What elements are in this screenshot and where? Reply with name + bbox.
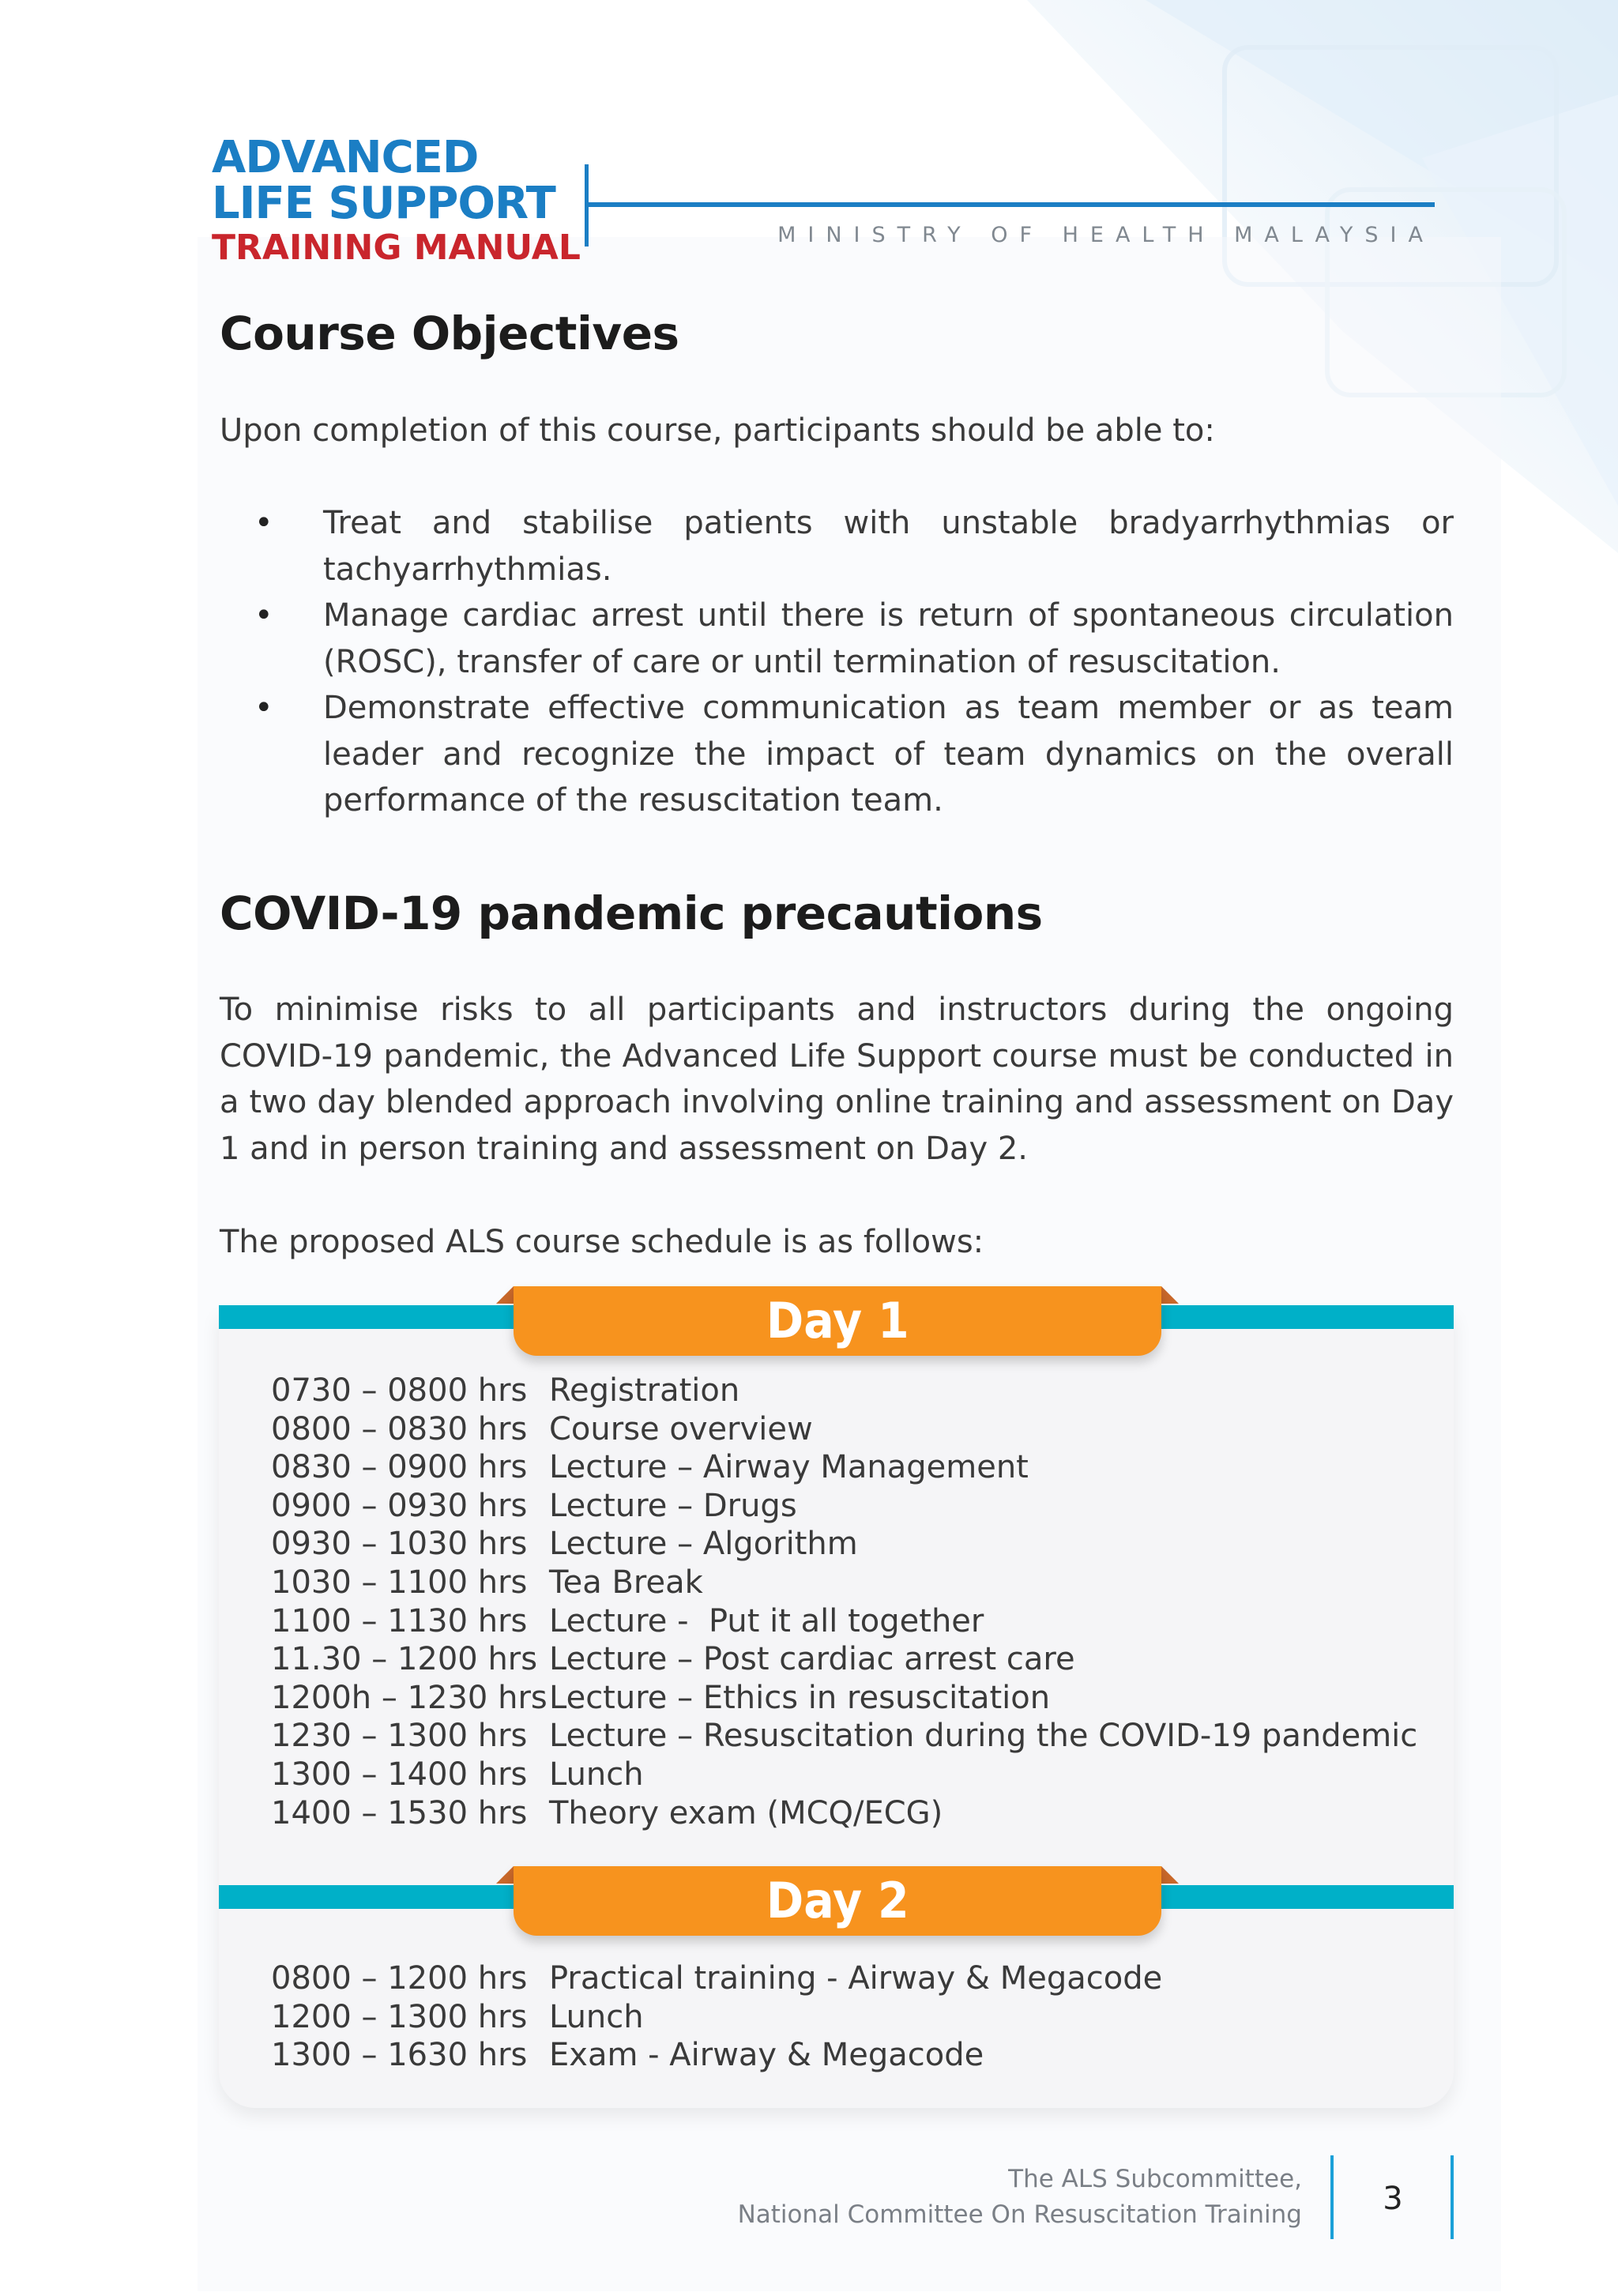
time-cell: 0830 – 0900 hrs bbox=[271, 1449, 528, 1486]
table-row bbox=[271, 1756, 1417, 1794]
bullet-icon: • bbox=[254, 505, 273, 541]
activity-cell: Lunch bbox=[549, 1998, 644, 2035]
activity-cell: Course overview bbox=[549, 1410, 813, 1447]
logo-line-2: LIFE SUPPORT bbox=[212, 178, 555, 229]
activity-cell: Lecture – Airway Management bbox=[549, 1449, 1029, 1486]
als-logo bbox=[212, 132, 581, 268]
activity-cell: Lunch bbox=[549, 1756, 644, 1793]
logo-line-1: ADVANCED bbox=[212, 132, 479, 183]
logo-line-3: TRAINING MANUAL bbox=[212, 228, 581, 268]
objectives-list bbox=[220, 500, 1454, 824]
table-row bbox=[271, 1487, 1417, 1526]
time-cell: 0800 – 0830 hrs bbox=[271, 1410, 528, 1447]
section-heading-objectives: Course Objectives bbox=[220, 307, 679, 360]
footer-divider-right bbox=[1451, 2155, 1454, 2239]
day2-tab-fold-right bbox=[1161, 1866, 1179, 1884]
activity-cell: Practical training - Airway & Megacode bbox=[549, 1960, 1163, 1997]
table-row bbox=[271, 1448, 1417, 1487]
ministry-label: MINISTRY OF HEALTH MALAYSIA bbox=[777, 223, 1435, 247]
day2-tab-fold-left bbox=[496, 1866, 514, 1884]
activity-cell: Lecture – Drugs bbox=[549, 1487, 797, 1524]
table-row bbox=[271, 2036, 1162, 2075]
time-cell: 1200h – 1230 hrs bbox=[271, 1679, 547, 1716]
objective-text: Manage cardiac arrest until there is return of spontaneous circulation (ROSC), transfer of care or until termination of resuscitation. bbox=[323, 597, 1454, 680]
activity-cell: Lecture – Algorithm bbox=[549, 1526, 858, 1563]
bullet-icon: • bbox=[254, 690, 273, 726]
time-cell: 1300 – 1400 hrs bbox=[271, 1756, 528, 1793]
time-cell: 11.30 – 1200 hrs bbox=[271, 1641, 538, 1678]
time-cell: 1200 – 1300 hrs bbox=[271, 1998, 528, 2035]
list-item bbox=[220, 685, 1454, 824]
table-row bbox=[271, 1717, 1417, 1756]
time-cell: 0800 – 1200 hrs bbox=[271, 1960, 528, 1997]
time-cell: 0730 – 0800 hrs bbox=[271, 1372, 528, 1409]
table-row bbox=[271, 1372, 1417, 1410]
day1-label: Day 1 bbox=[766, 1292, 909, 1349]
day1-tab-fold-left bbox=[496, 1286, 514, 1304]
day2-label: Day 2 bbox=[766, 1872, 909, 1929]
time-cell: 1230 – 1300 hrs bbox=[271, 1718, 528, 1755]
table-row bbox=[271, 1640, 1417, 1679]
table-row bbox=[271, 1564, 1417, 1602]
time-cell: 0900 – 0930 hrs bbox=[271, 1487, 528, 1524]
day1-schedule bbox=[271, 1372, 1417, 1832]
activity-cell: Registration bbox=[549, 1372, 740, 1409]
activity-cell: Lecture – Ethics in resuscitation bbox=[549, 1679, 1051, 1716]
time-cell: 1300 – 1630 hrs bbox=[271, 2037, 528, 2074]
day1-tab-fold-right bbox=[1161, 1286, 1179, 1304]
time-cell: 1400 – 1530 hrs bbox=[271, 1794, 528, 1831]
day2-tab bbox=[514, 1866, 1161, 1936]
section-heading-covid: COVID-19 pandemic precautions bbox=[220, 886, 1043, 940]
table-row bbox=[271, 1525, 1417, 1564]
table-row bbox=[271, 1410, 1417, 1449]
day2-schedule bbox=[271, 1959, 1162, 2075]
activity-cell: Exam - Airway & Megacode bbox=[549, 2037, 984, 2074]
objective-text: Demonstrate effective communication as team member or as team leader and recognize the impact of team dynamics on the overall performance of the resuscitation team. bbox=[323, 690, 1454, 819]
table-row bbox=[271, 1959, 1162, 1998]
footer-divider-left bbox=[1330, 2155, 1334, 2239]
list-item bbox=[220, 500, 1454, 593]
time-cell: 1100 – 1130 hrs bbox=[271, 1602, 528, 1639]
table-row bbox=[271, 1998, 1162, 2037]
activity-cell: Theory exam (MCQ/ECG) bbox=[549, 1794, 943, 1831]
activity-cell: Lecture - Put it all together bbox=[549, 1602, 984, 1639]
table-row bbox=[271, 1602, 1417, 1641]
footer-line-1: The ALS Subcommittee, bbox=[1008, 2165, 1302, 2193]
schedule-intro: The proposed ALS course schedule is as follows: bbox=[220, 1224, 984, 1260]
table-row bbox=[271, 1794, 1417, 1833]
activity-cell: Lecture – Resuscitation during the COVID-19 pandemic bbox=[549, 1718, 1418, 1755]
page-number: 3 bbox=[1383, 2181, 1403, 2217]
bullet-icon: • bbox=[254, 597, 273, 634]
activity-cell: Tea Break bbox=[549, 1564, 703, 1601]
day1-tab bbox=[514, 1286, 1161, 1356]
footer-line-2: National Committee On Resuscitation Training bbox=[737, 2200, 1302, 2229]
time-cell: 0930 – 1030 hrs bbox=[271, 1526, 528, 1563]
objectives-intro: Upon completion of this course, participants should be able to: bbox=[220, 412, 1215, 449]
covid-paragraph: To minimise risks to all participants and instructors during the ongoing COVID-19 pandemic, the Advanced Life Support course must be conducted in a two day blended approach involving online training and assessment on Day 1 and in person training and assessment on Day 2. bbox=[220, 992, 1454, 1167]
footer-credit bbox=[738, 2162, 1302, 2233]
activity-cell: Lecture – Post cardiac arrest care bbox=[549, 1641, 1075, 1678]
header-divider-horizontal bbox=[588, 202, 1435, 207]
time-cell: 1030 – 1100 hrs bbox=[271, 1564, 528, 1601]
list-item bbox=[220, 593, 1454, 685]
objective-text: Treat and stabilise patients with unstable bradyarrhythmias or tachyarrhythmias. bbox=[323, 505, 1454, 588]
table-row bbox=[271, 1679, 1417, 1718]
